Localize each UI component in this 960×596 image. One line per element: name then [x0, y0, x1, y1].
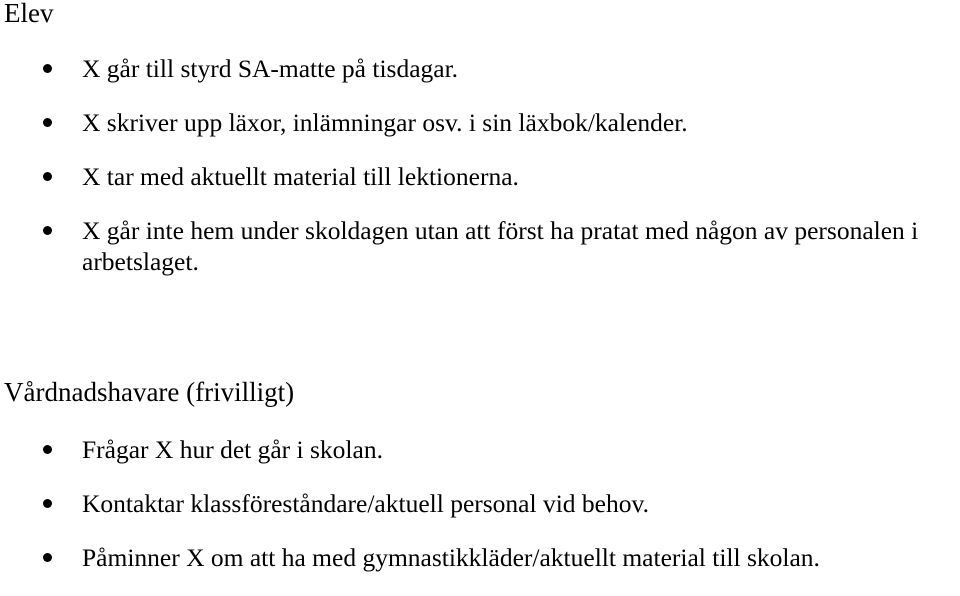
section-heading-guardian: Vårdnadshavare (frivilligt) [4, 377, 295, 407]
bullet-icon [43, 499, 52, 508]
list-item-text: X skriver upp läxor, inlämningar osv. i sin läxbok/kalender. [82, 108, 688, 137]
list-item [0, 215, 932, 277]
list-item-text: X går inte hem under skoldagen utan att först ha pratat med någon av personalen i arbetslaget. [82, 216, 919, 276]
bullet-list-guardian [0, 434, 932, 596]
list-item-text: Frågar X hur det går i skolan. [82, 435, 383, 464]
list-item [0, 434, 932, 465]
list-item [0, 542, 932, 573]
list-item [0, 107, 932, 138]
list-item [0, 488, 932, 519]
list-item-text: X tar med aktuellt material till lektionerna. [82, 162, 519, 191]
list-item [0, 53, 932, 84]
bullet-icon [43, 226, 52, 235]
list-item-text: X går till styrd SA-matte på tisdagar. [82, 54, 459, 83]
list-item [0, 161, 932, 192]
bullet-icon [43, 172, 52, 181]
section-heading-elev: Elev [4, 0, 54, 28]
bullet-icon [43, 553, 52, 562]
bullet-icon [43, 445, 52, 454]
list-item-text: Påminner X om att ha med gymnastikkläder/aktuellt material till skolan. [82, 543, 820, 572]
list-item-text: Kontaktar klassföreståndare/aktuell personal vid behov. [82, 489, 649, 518]
bullet-icon [43, 118, 52, 127]
bullet-list-elev [0, 53, 932, 277]
bullet-icon [43, 64, 52, 73]
